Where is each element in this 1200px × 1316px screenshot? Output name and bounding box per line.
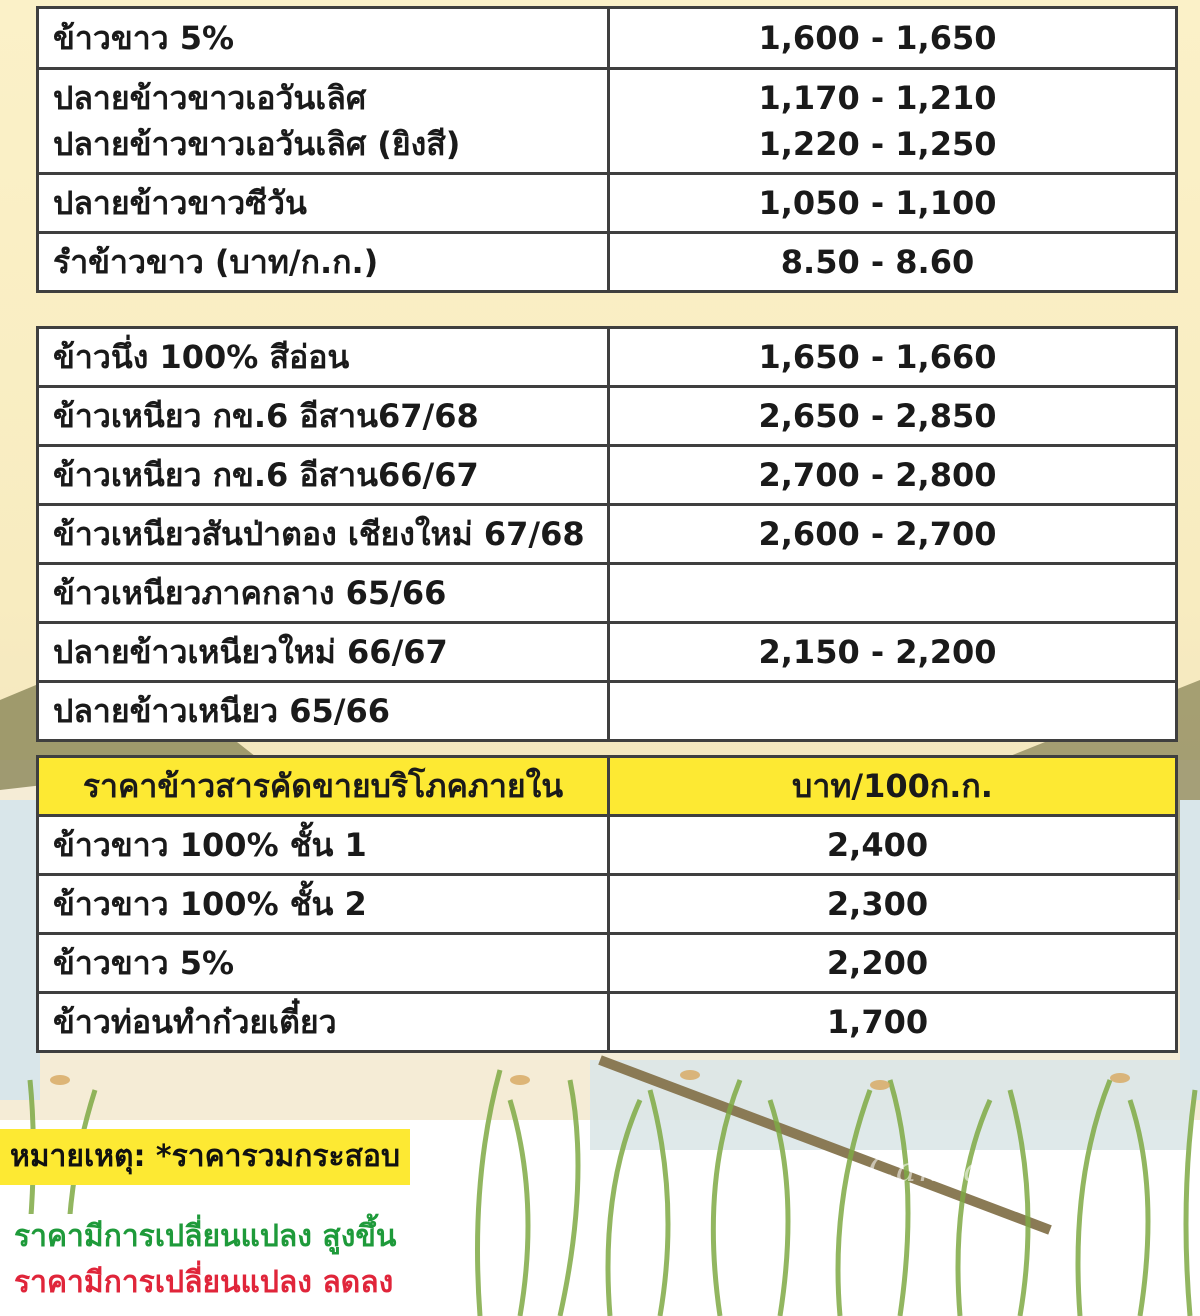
rice-name: ปลายข้าวเหนียว 65/66 [38,682,609,741]
table-row [38,564,1177,623]
domestic-header-title: ราคาข้าวสารคัดขายบริโภคภายใน [38,757,609,816]
table-row [38,8,1177,69]
table-row [38,934,1177,993]
rice-price: 2,200 [609,934,1177,993]
rice-price: 2,150 - 2,200 [609,623,1177,682]
rice-name: ข้าวเหนียว กข.6 อีสาน67/68 [38,387,609,446]
rice-name: ปลายข้าวเหนียวใหม่ 66/67 [38,623,609,682]
rice-name: ข้าวขาว 5% [38,934,609,993]
rice-name: ข้าวท่อนทำก๋วยเตี๋ยว [38,993,609,1052]
rice-price: 8.50 - 8.60 [609,233,1177,292]
export-price-table-2 [36,326,1178,742]
price-change-legend [0,1214,450,1316]
rice-name: ข้าวขาว 5% [38,8,609,69]
table-row [38,233,1177,292]
table-row [38,993,1177,1052]
table-row [38,174,1177,233]
rice-price: 2,700 - 2,800 [609,446,1177,505]
legend-price-up: ราคามีการเปลี่ยนแปลง สูงขึ้น [14,1219,397,1254]
rice-price: 1,050 - 1,100 [609,174,1177,233]
rice-price [609,564,1177,623]
rice-name: รำข้าวขาว (บาท/ก.ก.) [38,233,609,292]
table-row [38,328,1177,387]
rice-price: 2,300 [609,875,1177,934]
rice-name: ข้าวขาว 100% ชั้น 1 [38,816,609,875]
export-price-table-1 [36,6,1178,293]
rice-name: ข้าวเหนียวภาคกลาง 65/66 [38,564,609,623]
table-row [38,682,1177,741]
table-header-row [38,757,1177,816]
watermark-text: Canva [868,1150,986,1190]
rice-name: ข้าวเหนียวสันป่าตอง เชียงใหม่ 67/68 [38,505,609,564]
rice-name: ปลายข้าวขาวซีวัน [38,174,609,233]
table-row [38,623,1177,682]
table-row [38,387,1177,446]
rice-price: 2,650 - 2,850 [609,387,1177,446]
table-row [38,816,1177,875]
rice-name: ปลายข้าวขาวเอวันเลิศ ปลายข้าวขาวเอวันเลิศ (ยิงสี) [38,69,609,174]
rice-price: 1,650 - 1,660 [609,328,1177,387]
rice-price: 2,600 - 2,700 [609,505,1177,564]
rice-name: ข้าวนึ่ง 100% สีอ่อน [38,328,609,387]
table-row [38,446,1177,505]
table-row [38,875,1177,934]
rice-price [609,682,1177,741]
rice-price: 1,170 - 1,210 1,220 - 1,250 [609,69,1177,174]
rice-name: ข้าวขาว 100% ชั้น 2 [38,875,609,934]
table-row [38,505,1177,564]
rice-price: 1,700 [609,993,1177,1052]
rice-price: 1,600 - 1,650 [609,8,1177,69]
rice-price: 2,400 [609,816,1177,875]
domestic-price-table [36,755,1178,1053]
domestic-header-unit: บาท/100ก.ก. [609,757,1177,816]
table-row [38,69,1177,174]
remark-note: หมายเหตุ: *ราคารวมกระสอบ [0,1129,410,1185]
rice-name: ข้าวเหนียว กข.6 อีสาน66/67 [38,446,609,505]
legend-price-down: ราคามีการเปลี่ยนแปลง ลดลง [14,1265,394,1300]
